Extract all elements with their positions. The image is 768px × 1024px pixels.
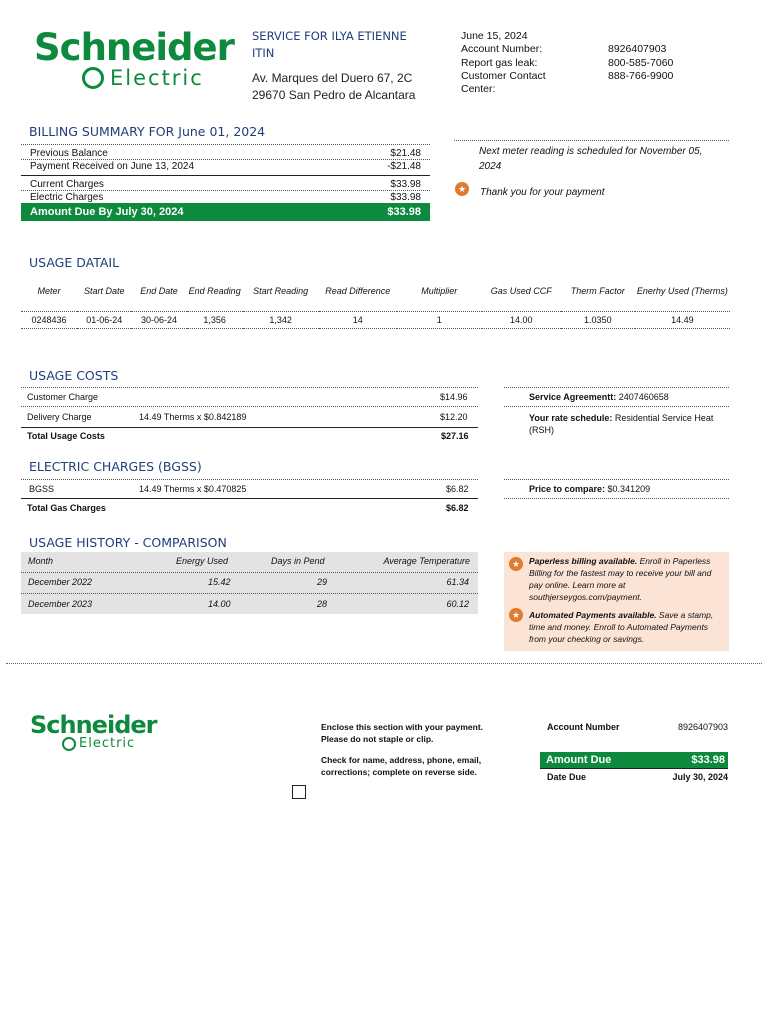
autopay-title: Automated Payments available.	[529, 610, 657, 620]
history-header: Month	[28, 556, 54, 566]
amount-due-bar	[21, 203, 430, 221]
usage-header: Start Reading	[253, 285, 309, 296]
delivery-charge-value: $12.20	[440, 412, 468, 422]
gas-leak-label: Report gas leak:	[461, 56, 538, 69]
usage-history-title: USAGE HISTORY - COMPARISON	[29, 535, 227, 550]
usage-history-table	[21, 552, 478, 614]
usage-header: Meter	[37, 285, 61, 296]
bgss-detail: 14.49 Therms x $0.470825	[139, 484, 247, 494]
logo-name: Schneider	[30, 711, 157, 739]
autopay-text: Save a stamp, time and money. Enroll to Automated Payments from your checking or savings.	[529, 610, 714, 644]
current-charges-value: $33.98	[390, 179, 421, 190]
payment-received-value: -$21.48	[387, 161, 421, 172]
star-icon: ★	[509, 557, 523, 571]
stub-amount-due-label: Amount Due	[546, 754, 612, 766]
amount-due-value: $33.98	[387, 206, 421, 218]
payment-received-label: Payment Received on June 13, 2024	[30, 161, 194, 172]
billing-summary	[21, 144, 430, 221]
electric-charges-value: $33.98	[390, 192, 421, 203]
star-icon: ★	[455, 182, 469, 196]
bgss-value: $6.82	[446, 484, 469, 494]
logo	[34, 26, 234, 90]
stub-date-value: July 30, 2024	[672, 772, 728, 782]
enclose-note-1: Enclose this section with your payment.	[321, 722, 484, 732]
promo-box	[504, 552, 729, 651]
electric-charges-label: Electric Charges	[30, 192, 104, 203]
check-note-1: Check for name, address, phone, email,	[321, 755, 482, 765]
previous-balance-label: Previous Balance	[30, 148, 108, 159]
stub-date-label: Date Due	[547, 772, 587, 782]
statement-date: June 15, 2024	[461, 30, 528, 42]
total-gas-label: Total Gas Charges	[27, 503, 106, 513]
table-row	[21, 311, 730, 328]
star-icon: ★	[509, 608, 523, 622]
account-number-value: 8926407903	[608, 43, 667, 56]
paperless-title: Paperless billing available.	[529, 556, 638, 566]
delivery-charge-label: Delivery Charge	[27, 412, 92, 422]
history-cell: December 2022	[28, 577, 93, 587]
usage-header: Multiplier	[421, 285, 458, 296]
usage-cell: 1.0350	[584, 314, 612, 325]
history-header: Average Temperature	[383, 556, 470, 566]
usage-cell: 1	[436, 314, 442, 325]
logo-mark-icon	[82, 67, 104, 89]
history-cell: 60.12	[446, 599, 469, 609]
history-cell: 29	[317, 577, 328, 587]
usage-cell: 14	[352, 314, 363, 325]
bgss-label: BGSS	[29, 484, 55, 494]
usage-cell: 0248436	[31, 314, 67, 325]
service-name-line2: ITIN	[252, 46, 275, 60]
history-cell: 28	[317, 599, 328, 609]
agreement-label: Service Agreementt:	[529, 392, 617, 402]
rate-value: Residential Service Heat (RSH)	[529, 413, 714, 435]
electric-charges-title: ELECTRIC CHARGES (BGSS)	[29, 459, 202, 474]
usage-cell: 01-06-24	[86, 314, 123, 325]
contact-label: Customer Contact	[461, 69, 546, 82]
correction-checkbox[interactable]	[292, 785, 306, 799]
history-cell: December 2023	[28, 599, 93, 609]
usage-detail-title: USAGE DATAIL	[29, 255, 120, 270]
total-gas-value: $6.82	[446, 503, 469, 513]
logo-sub: Electric	[79, 736, 136, 751]
usage-detail-table	[21, 271, 730, 329]
billing-summary-title: BILLING SUMMARY FOR June 01, 2024	[29, 124, 266, 139]
rate-label: Your rate schedule:	[529, 413, 613, 423]
usage-header: End Date	[140, 285, 178, 296]
previous-balance-value: $21.48	[390, 148, 421, 159]
usage-header: Therm Factor	[570, 285, 625, 296]
contact-phone: 888-766-9900	[608, 69, 674, 82]
agreement-value: 2407460658	[618, 392, 669, 402]
history-header: Days in Pend	[271, 556, 325, 566]
history-cell: 14.00	[208, 599, 231, 609]
amount-due-label: Amount Due By July 30, 2024	[30, 206, 184, 218]
logo-name: Schneider	[34, 26, 234, 69]
account-number-label: Account Number:	[461, 43, 543, 56]
usage-costs-title: USAGE COSTS	[29, 368, 119, 383]
usage-cell: 30-06-24	[141, 314, 178, 325]
usage-header: Enerhy Used (Therms)	[636, 285, 728, 296]
tear-line	[6, 663, 762, 664]
usage-cell: 1,342	[269, 314, 292, 325]
stub-amount-due-bar	[540, 752, 728, 768]
history-header: Energy Used	[176, 556, 229, 566]
usage-header: Start Date	[83, 285, 125, 296]
history-cell: 61.34	[446, 577, 469, 587]
logo-bottom	[30, 711, 157, 751]
total-usage-label: Total Usage Costs	[27, 431, 105, 441]
logo-mark-icon	[62, 737, 76, 751]
service-name-line1: SERVICE FOR ILYA ETIENNE	[252, 29, 407, 43]
usage-header: Read Difference	[325, 285, 391, 296]
usage-cell: 14.00	[509, 314, 533, 325]
meter-reading-note: Next meter reading is scheduled for November 05, 2024	[479, 146, 703, 172]
price-compare-value: $0.341209	[607, 484, 651, 494]
stub-account-label: Account Number	[547, 722, 620, 732]
service-address-2: 29670 San Pedro de Alcantara	[252, 88, 416, 102]
price-compare-label: Price to compare:	[529, 484, 606, 494]
current-charges-label: Current Charges	[30, 179, 104, 190]
delivery-charge-detail: 14.49 Therms x $0.842189	[139, 412, 247, 422]
customer-charge-value: $14.96	[440, 392, 468, 402]
history-cell: 15.42	[208, 577, 231, 587]
stub-account-value: 8926407903	[677, 722, 728, 732]
usage-header: Gas Used CCF	[490, 285, 552, 296]
thank-you-note: Thank you for your payment	[480, 187, 605, 198]
usage-cell: 14.49	[671, 314, 694, 325]
total-usage-value: $27.16	[441, 431, 469, 441]
usage-cell: 1,356	[203, 314, 226, 325]
customer-charge-label: Customer Charge	[27, 392, 99, 402]
logo-sub: Electric	[110, 66, 204, 90]
contact-label-2: Center:	[461, 83, 496, 96]
service-address-1: Av. Marques del Duero 67, 2C	[252, 71, 413, 85]
stub-amount-due-value: $33.98	[691, 754, 725, 766]
usage-header: End Reading	[188, 285, 241, 296]
gas-leak-phone: 800-585-7060	[608, 56, 674, 69]
check-note-2: corrections; complete on reverse side.	[321, 766, 477, 777]
enclose-note-2: Please do not staple or clip.	[321, 733, 434, 744]
paperless-text: Enroll in Paperless Billing for the fastest may to receive your bill and pay online. Learn more at southjerseygos.com/payment.	[529, 556, 712, 602]
